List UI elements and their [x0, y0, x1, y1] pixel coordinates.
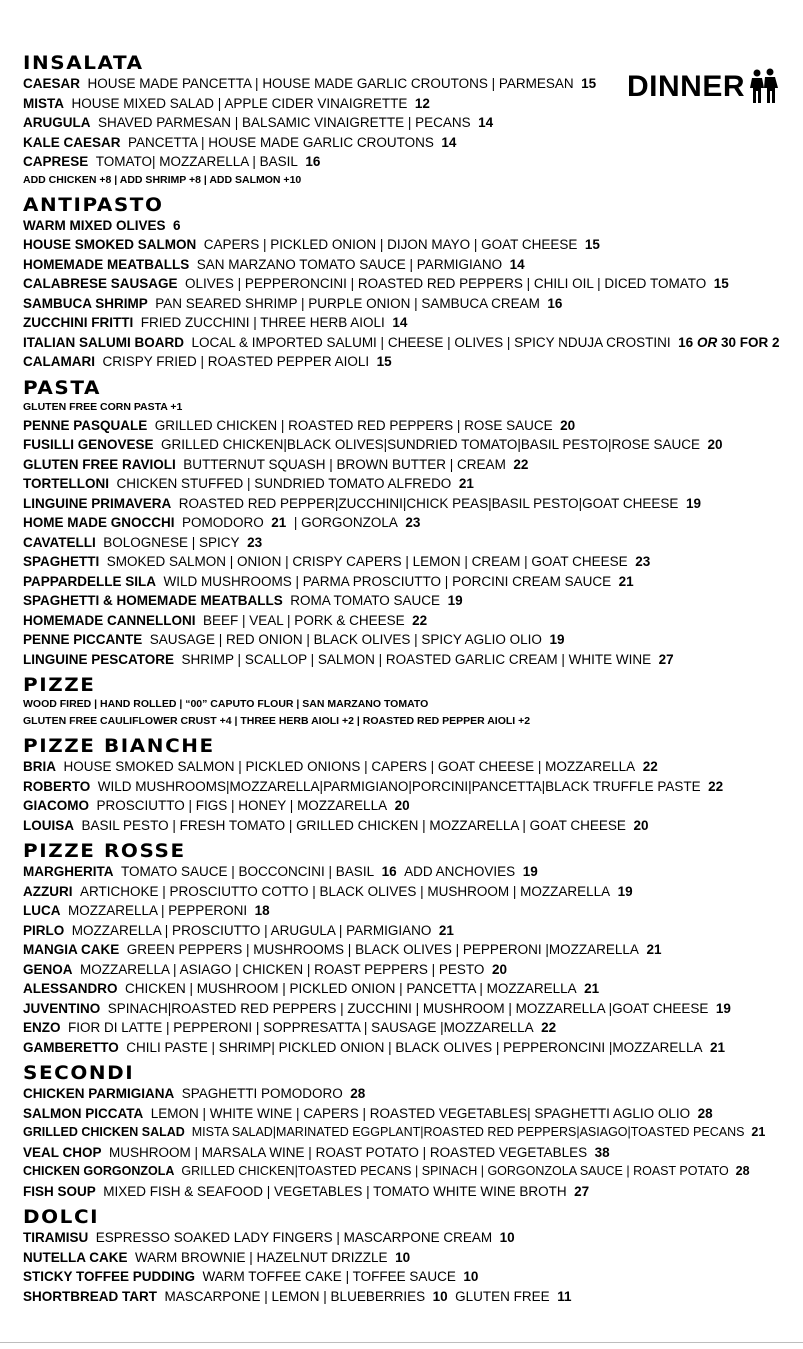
section-pizze-rosse: [23, 840, 798, 1057]
item-price: 21: [584, 981, 600, 996]
item-name: LUCA: [23, 903, 61, 918]
item-price: 14: [441, 134, 457, 150]
item-name: PENNE PICCANTE: [23, 632, 143, 647]
item-name: ZUCCHINI FRITTI: [23, 315, 134, 330]
item-name: MANGIA CAKE: [23, 942, 120, 957]
item-name: HOME MADE GNOCCHI: [23, 515, 175, 530]
item-description: BASIL PESTO | FRESH TOMATO | GRILLED CHICKEN | MOZZARELLA | GOAT CHEESE: [81, 817, 626, 833]
item-description: MASCARPONE | LEMON | BLUEBERRIES: [164, 1288, 426, 1304]
item-price: 10: [395, 1249, 411, 1265]
item-name: ITALIAN SALUMI BOARD: [23, 334, 184, 350]
menu-item: [23, 313, 798, 333]
menu-item: [23, 591, 798, 611]
item-price: 28: [735, 1164, 750, 1178]
item-description: TOMATO SAUCE | BOCCONCINI | BASIL: [121, 864, 375, 879]
item-price: 14: [392, 315, 408, 330]
menu-item: [23, 1123, 798, 1143]
item-price: 22: [412, 612, 428, 628]
item-option: ADD ANCHOVIES: [404, 864, 516, 879]
item-name: SAMBUCA SHRIMP: [23, 295, 148, 311]
item-name: SPAGHETTI: [23, 554, 100, 569]
item-description: HOUSE SMOKED SALMON | PICKLED ONIONS | CAPERS | GOAT CHEESE | MOZZARELLA: [63, 759, 636, 774]
item-description: HOUSE MIXED SALAD | APPLE CIDER VINAIGRETTE: [71, 95, 408, 111]
menu-item: [23, 113, 798, 133]
item-name: TIRAMISU: [23, 1230, 89, 1245]
item-description: SAN MARZANO TOMATO SAUCE | PARMIGIANO: [196, 256, 503, 272]
item-name: KALE CAESAR: [23, 134, 121, 150]
menu-item: [23, 152, 798, 172]
item-price: 21: [271, 515, 287, 530]
item-price: 23: [247, 534, 263, 550]
item-price: 21: [438, 922, 454, 938]
item-description: BOLOGNESE | SPICY: [103, 534, 240, 550]
menu-item: [23, 94, 798, 114]
item-name: CAPRESE: [23, 154, 89, 169]
section-title: ANTIPASTO: [23, 193, 164, 216]
item-name: VEAL CHOP: [23, 1144, 102, 1160]
item-price: 19: [549, 632, 565, 647]
item-description: GRILLED CHICKEN|BLACK OLIVES|SUNDRIED TOMATO|BASIL PESTO|ROSE SAUCE: [161, 437, 700, 452]
item-name: HOUSE SMOKED SALMON: [23, 237, 197, 252]
item-price: 21: [618, 573, 634, 589]
item-description: ROASTED RED PEPPER|ZUCCHINI|CHICK PEAS|BASIL PESTO|GOAT CHEESE: [178, 495, 679, 511]
item-price: 10: [432, 1288, 448, 1304]
item-description: MUSHROOM | MARSALA WINE | ROAST POTATO | ROASTED VEGETABLES: [109, 1144, 588, 1160]
item-price: 20: [394, 798, 410, 813]
item-price: 20: [491, 961, 507, 977]
item-name: GIACOMO: [23, 798, 89, 813]
item-description: PROSCIUTTO | FIGS | HONEY | MOZZARELLA: [96, 798, 388, 813]
section-title: PASTA: [23, 376, 101, 399]
item-description: GREEN PEPPERS | MUSHROOMS | BLACK OLIVES | PEPPERONI |MOZZARELLA: [126, 942, 639, 957]
item-description: MISTA SALAD|MARINATED EGGPLANT|ROASTED RED PEPPERS|ASIAGO|TOASTED PECANS: [191, 1125, 745, 1139]
item-name: GRILLED CHICKEN SALAD: [23, 1125, 185, 1139]
menu-item: [23, 816, 798, 836]
menu-item: [23, 435, 798, 455]
item-description: WARM BROWNIE | HAZELNUT DRIZZLE: [135, 1249, 388, 1265]
item-description: SAUSAGE | RED ONION | BLACK OLIVES | SPICY AGLIO OLIO: [149, 632, 542, 647]
item-description: TOMATO| MOZZARELLA | BASIL: [95, 154, 298, 169]
item-description: PANCETTA | HOUSE MADE GARLIC CROUTONS: [128, 134, 434, 150]
item-price: 14: [509, 256, 525, 272]
item-price: 15: [713, 276, 729, 291]
item-description: CRISPY FRIED | ROASTED PEPPER AIOLI: [102, 354, 370, 369]
item-name: CALAMARI: [23, 354, 95, 369]
item-name: GENOA: [23, 961, 73, 977]
item-description: MOZZARELLA | PROSCIUTTO | ARUGULA | PARMIGIANO: [71, 922, 432, 938]
section-antipasto: [23, 194, 798, 372]
item-price: 16: [381, 864, 397, 879]
menu-item: [23, 216, 798, 236]
item-description: ROMA TOMATO SAUCE: [290, 593, 441, 608]
item-price: 19: [447, 593, 463, 608]
item-name: ENZO: [23, 1020, 61, 1035]
item-price: 16: [678, 334, 694, 350]
item-description: SPINACH|ROASTED RED PEPPERS | ZUCCHINI | MUSHROOM | MOZZARELLA |GOAT CHEESE: [107, 1000, 709, 1016]
item-price: 10: [463, 1269, 479, 1284]
section-pizze: [23, 674, 798, 730]
menu-item: [23, 757, 798, 777]
item-name: CHICKEN GORGONZOLA: [23, 1164, 175, 1178]
item-price: 22: [708, 778, 724, 794]
item-price-alt: 23: [405, 515, 421, 530]
menu-item: [23, 921, 798, 941]
item-description: MOZZARELLA | ASIAGO | CHICKEN | ROAST PEPPERS | PESTO: [80, 961, 485, 977]
menu-item: [23, 133, 798, 153]
section-note: WOOD FIRED | HAND ROLLED | “00” CAPUTO FLOUR | SAN MARZANO TOMATO: [23, 698, 429, 710]
item-name: GAMBERETTO: [23, 1039, 119, 1055]
item-price: 6: [173, 217, 181, 233]
item-description: WILD MUSHROOMS|MOZZARELLA|PARMIGIANO|PORCINI|PANCETTA|BLACK TRUFFLE PASTE: [97, 778, 701, 794]
menu-item: [23, 352, 798, 372]
item-name: WARM MIXED OLIVES: [23, 217, 166, 233]
item-price: 20: [560, 417, 576, 433]
item-name: STICKY TOFFEE PUDDING: [23, 1269, 196, 1284]
item-name: FUSILLI GENOVESE: [23, 437, 154, 452]
menu-item: [23, 1084, 798, 1104]
item-name: MARGHERITA: [23, 864, 114, 879]
menu-item: [23, 1267, 798, 1287]
item-price: 21: [751, 1125, 766, 1139]
menu-item: [23, 533, 798, 553]
section-title: PIZZE BIANCHE: [23, 735, 215, 757]
section-title: INSALATA: [23, 52, 144, 74]
menu-item: [23, 74, 798, 94]
menu-item: [23, 901, 798, 921]
item-name: LINGUINE PESCATORE: [23, 651, 175, 667]
menu-item: [23, 455, 798, 475]
item-name: FISH SOUP: [23, 1183, 96, 1199]
item-price: 27: [658, 651, 674, 667]
menu-item: [23, 1228, 798, 1248]
item-price: 14: [478, 115, 494, 130]
item-name: PAPPARDELLE SILA: [23, 573, 157, 589]
item-name: CAESAR: [23, 76, 81, 91]
item-description: FRIED ZUCCHINI | THREE HERB AIOLI: [140, 315, 385, 330]
section-title: SECONDI: [23, 1062, 135, 1084]
menu-item: [23, 255, 798, 275]
menu-item: [23, 1038, 798, 1058]
menu-item: [23, 333, 798, 353]
item-description: POMODORO: [182, 515, 264, 530]
item-description: LOCAL & IMPORTED SALUMI | CHEESE | OLIVES | SPICY NDUJA CROSTINI: [191, 334, 671, 350]
item-name: BRIA: [23, 759, 56, 774]
item-price: 18: [254, 903, 270, 918]
item-description: CHICKEN | MUSHROOM | PICKLED ONION | PANCETTA | MOZZARELLA: [125, 981, 577, 996]
item-name: SHORTBREAD TART: [23, 1288, 157, 1304]
item-name: SPAGHETTI & HOMEMADE MEATBALLS: [23, 593, 283, 608]
menu-item: [23, 1162, 798, 1182]
item-description: WILD MUSHROOMS | PARMA PROSCIUTTO | PORCINI CREAM SAUCE: [163, 573, 612, 589]
item-description: ARTICHOKE | PROSCIUTTO COTTO | BLACK OLIVES | MUSHROOM | MOZZARELLA: [80, 883, 611, 899]
item-option: GLUTEN FREE: [455, 1288, 550, 1304]
item-name: PENNE PASQUALE: [23, 417, 148, 433]
item-description: BUTTERNUT SQUASH | BROWN BUTTER | CREAM: [183, 456, 506, 472]
menu-item: [23, 1018, 798, 1038]
menu-item: [23, 650, 798, 670]
section-insalata: [23, 52, 798, 189]
item-price-or: OR: [696, 334, 718, 350]
item-price-alt: 30 FOR 2: [720, 334, 780, 350]
menu-item: [23, 474, 798, 494]
item-name: ALESSANDRO: [23, 981, 118, 996]
item-price-alt: 11: [557, 1288, 572, 1304]
menu-item: [23, 294, 798, 314]
item-description: SHAVED PARMESAN | BALSAMIC VINAIGRETTE | PECANS: [98, 115, 471, 130]
section-secondi: [23, 1062, 798, 1201]
item-name: ARUGULA: [23, 115, 91, 130]
item-price: 20: [707, 437, 723, 452]
item-name: LINGUINE PRIMAVERA: [23, 495, 172, 511]
item-description: SHRIMP | SCALLOP | SALMON | ROASTED GARLIC CREAM | WHITE WINE: [181, 651, 652, 667]
item-description: FIOR DI LATTE | PEPPERONI | SOPPRESATTA | SAUSAGE |MOZZARELLA: [68, 1020, 534, 1035]
menu-item: [23, 630, 798, 650]
item-description: LEMON | WHITE WINE | CAPERS | ROASTED VEGETABLES| SPAGHETTI AGLIO OLIO: [150, 1105, 691, 1121]
item-description: SPAGHETTI POMODORO: [181, 1086, 343, 1101]
item-description: CAPERS | PICKLED ONION | DIJON MAYO | GOAT CHEESE: [203, 237, 578, 252]
menu-item: [23, 777, 798, 797]
item-description: HOUSE MADE PANCETTA | HOUSE MADE GARLIC CROUTONS | PARMESAN: [87, 76, 574, 91]
item-name: GLUTEN FREE RAVIOLI: [23, 456, 176, 472]
item-option: | GORGONZOLA: [293, 515, 398, 530]
menu-item: [23, 235, 798, 255]
menu-item: [23, 274, 798, 294]
item-price: 23: [635, 554, 651, 569]
menu-page: [23, 52, 798, 1332]
section-title: DOLCI: [23, 1206, 100, 1228]
item-price: 15: [584, 237, 600, 252]
menu-item: [23, 796, 798, 816]
item-price: 16: [547, 295, 563, 311]
item-price: 12: [414, 95, 430, 111]
menu-item: [23, 552, 798, 572]
item-price: 21: [709, 1039, 725, 1055]
item-price: 22: [513, 456, 529, 472]
menu-item: [23, 1143, 798, 1163]
item-price: 10: [499, 1230, 515, 1245]
section-dolci: [23, 1206, 798, 1306]
section-note: GLUTEN FREE CAULIFLOWER CRUST +4 | THREE HERB AIOLI +2 | ROASTED RED PEPPER AIOLI +2: [23, 715, 531, 727]
menu-item: [23, 513, 798, 533]
item-description: ESPRESSO SOAKED LADY FINGERS | MASCARPONE CREAM: [95, 1230, 493, 1245]
item-name: JUVENTINO: [23, 1000, 101, 1016]
item-name: MISTA: [23, 95, 64, 111]
menu-item: [23, 882, 798, 902]
item-price: 19: [617, 883, 633, 899]
item-name: TORTELLONI: [23, 476, 109, 491]
item-price: 22: [541, 1020, 557, 1035]
section-note: GLUTEN FREE CORN PASTA +1: [23, 400, 183, 413]
item-description: PAN SEARED SHRIMP | PURPLE ONION | SAMBUCA CREAM: [155, 295, 540, 311]
item-price: 15: [376, 354, 392, 369]
item-name: HOMEMADE MEATBALLS: [23, 256, 190, 272]
item-name: HOMEMADE CANNELLONI: [23, 612, 196, 628]
item-price-alt: 19: [522, 864, 538, 879]
section-note: ADD CHICKEN +8 | ADD SHRIMP +8 | ADD SALMON +10: [23, 173, 302, 186]
menu-item: [23, 416, 798, 436]
item-description: CHILI PASTE | SHRIMP| PICKLED ONION | BLACK OLIVES | PEPPERONCINI |MOZZARELLA: [126, 1039, 703, 1055]
section-title: PIZZE: [23, 674, 96, 696]
item-name: CALABRESE SAUSAGE: [23, 276, 178, 291]
item-name: CAVATELLI: [23, 534, 96, 550]
section-pizze-bianche: [23, 735, 798, 835]
item-name: LOUISA: [23, 817, 75, 833]
menu-item: [23, 494, 798, 514]
item-price: 19: [685, 495, 701, 511]
item-price: 27: [574, 1183, 590, 1199]
item-price: 22: [642, 759, 658, 774]
menu-item: [23, 862, 798, 882]
item-price: 16: [305, 154, 321, 169]
item-description: BEEF | VEAL | PORK & CHEESE: [203, 612, 405, 628]
menu-item: [23, 960, 798, 980]
bottom-divider: [0, 1342, 803, 1343]
item-name: AZZURI: [23, 883, 73, 899]
menu-item: [23, 572, 798, 592]
item-price: 38: [594, 1144, 610, 1160]
menu-item: [23, 1287, 798, 1307]
item-description: MOZZARELLA | PEPPERONI: [68, 903, 248, 918]
item-price: 19: [715, 1000, 731, 1016]
item-name: CHICKEN PARMIGIANA: [23, 1086, 175, 1101]
item-description: GRILLED CHICKEN|TOASTED PECANS | SPINACH | GORGONZOLA SAUCE | ROAST POTATO: [181, 1164, 729, 1178]
menu-item: [23, 1248, 798, 1268]
item-description: OLIVES | PEPPERONCINI | ROASTED RED PEPPERS | CHILI OIL | DICED TOMATO: [185, 276, 707, 291]
item-price: 28: [697, 1105, 713, 1121]
item-price: 28: [350, 1086, 366, 1101]
item-name: NUTELLA CAKE: [23, 1249, 128, 1265]
item-name: ROBERTO: [23, 778, 91, 794]
item-description: GRILLED CHICKEN | ROASTED RED PEPPERS | ROSE SAUCE: [154, 417, 553, 433]
item-description: WARM TOFFEE CAKE | TOFFEE SAUCE: [202, 1269, 456, 1284]
item-description: CHICKEN STUFFED | SUNDRIED TOMATO ALFREDO: [116, 476, 452, 491]
item-description: SMOKED SALMON | ONION | CRISPY CAPERS | LEMON | CREAM | GOAT CHEESE: [106, 554, 628, 569]
item-name: PIRLO: [23, 922, 65, 938]
menu-item: [23, 611, 798, 631]
menu-title: DINNER: [627, 70, 746, 103]
item-name: SALMON PICCATA: [23, 1105, 144, 1121]
menu-item: [23, 999, 798, 1019]
item-price: 21: [458, 476, 474, 491]
item-price: 15: [581, 76, 597, 91]
menu-item: [23, 1104, 798, 1124]
section-pasta: [23, 377, 798, 670]
menu-item: [23, 940, 798, 960]
menu-item: [23, 1182, 798, 1202]
section-title: PIZZE ROSSE: [23, 840, 186, 862]
item-price: 21: [646, 942, 662, 957]
item-price: 20: [633, 817, 649, 833]
menu-item: [23, 979, 798, 999]
item-description: MIXED FISH & SEAFOOD | VEGETABLES | TOMATO WHITE WINE BROTH: [103, 1183, 567, 1199]
